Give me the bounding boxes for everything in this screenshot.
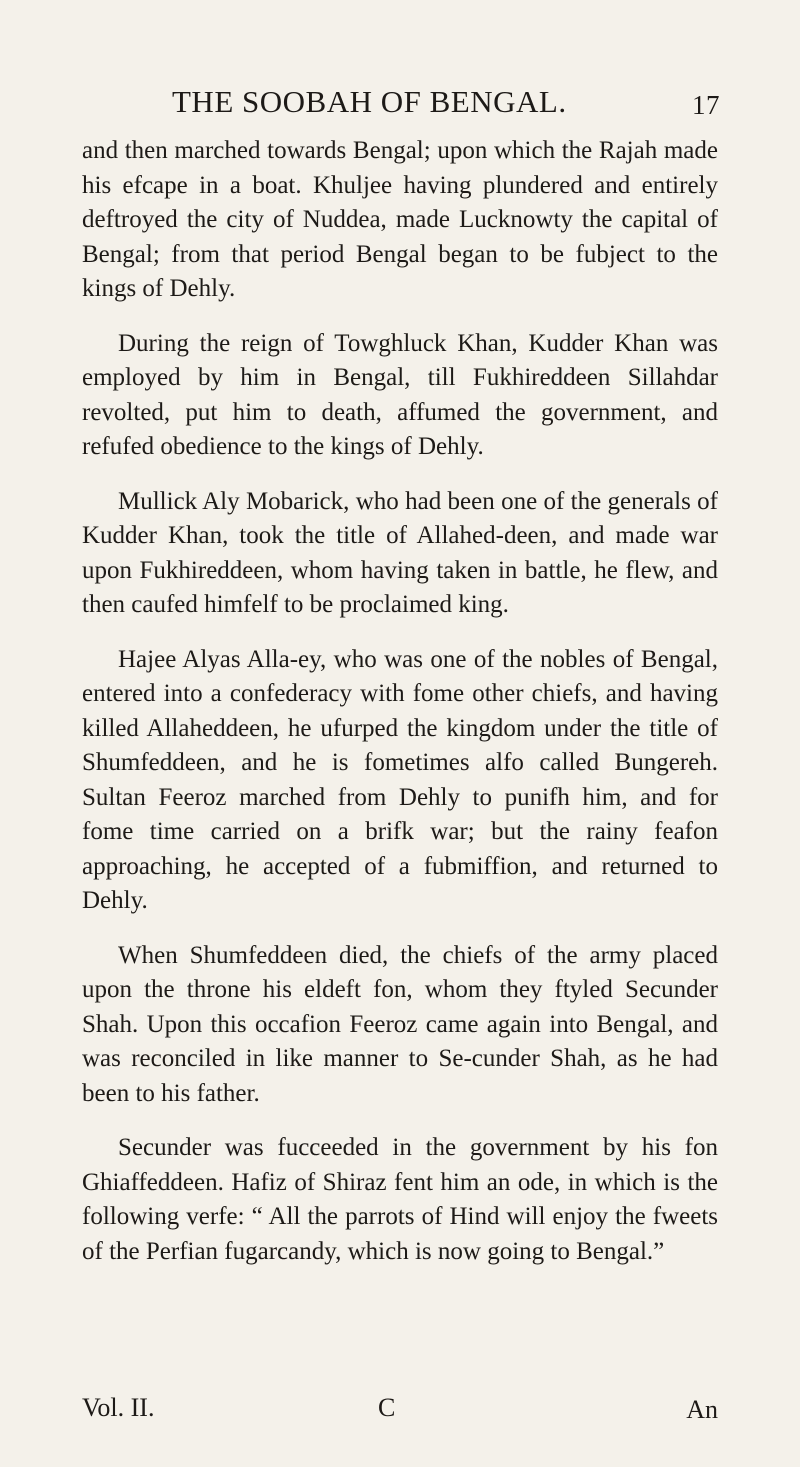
paragraph-secunder: Secunder was fucceeded in the government by his fon Ghiaffeddeen. Hafiz of Shiraz fent him an ode, in which is the following verfe: “ All the parrots of Hind will enjoy the fweets of the Perfian fugarcandy, which is now going to Bengal.” bbox=[82, 1134, 718, 1265]
volume-label: Vol. II. bbox=[82, 1393, 155, 1422]
running-title: THE SOOBAH OF BENGAL. bbox=[172, 84, 567, 119]
page-number: 17 bbox=[692, 90, 720, 120]
paragraph-towghluck: During the reign of Towghluck Khan, Kudder Khan was employed by him in Bengal, till Fukhireddeen Sillahdar revolted, put him to death, affumed the government, and refufed obedience to the kings of Dehly. bbox=[82, 329, 718, 460]
paragraph-mullick: Mullick Aly Mobarick, who had been one of the generals of Kudder Khan, took the title of Allahed-deen, and made war upon Fukhireddeen, whom having taken in battle, he flew, and then caufed himfelf to be proclaimed king. bbox=[82, 487, 718, 618]
paragraph-hajee: Hajee Alyas Alla-ey, who was one of the nobles of Bengal, entered into a confederacy with fome other chiefs, and having killed Allaheddeen, he ufurped the kingdom under the title of Shumfeddeen, and he is fometimes alfo called Bungereh. Sultan Feeroz marched from Dehly to punifh him, and for fome time carried on a brifk war; but the rainy feafon approaching, he accepted of a fubmiffion, and returned to Dehly. bbox=[82, 645, 718, 914]
running-head bbox=[172, 84, 720, 124]
paragraph-continuation: and then marched towards Bengal; upon which the Rajah made his efcape in a boat. Khuljee having plundered and entirely deftroyed the city of Nuddea, made Lucknowty the capital of Bengal; from that period Bengal began to be fubject to the kings of Dehly. bbox=[82, 137, 718, 302]
paragraph-shumfeddeen: When Shumfeddeen died, the chiefs of the army placed upon the throne his eldeft fon, whom they ftyled Secunder Shah. Upon this occafion Feeroz came again into Bengal, and was reconciled in like manner to Se-cunder Shah, as he had been to his father. bbox=[82, 941, 718, 1107]
body-text bbox=[82, 134, 718, 1289]
page-footer bbox=[82, 1393, 718, 1427]
catchword: An bbox=[686, 1395, 718, 1424]
signature-mark: C bbox=[378, 1393, 396, 1422]
